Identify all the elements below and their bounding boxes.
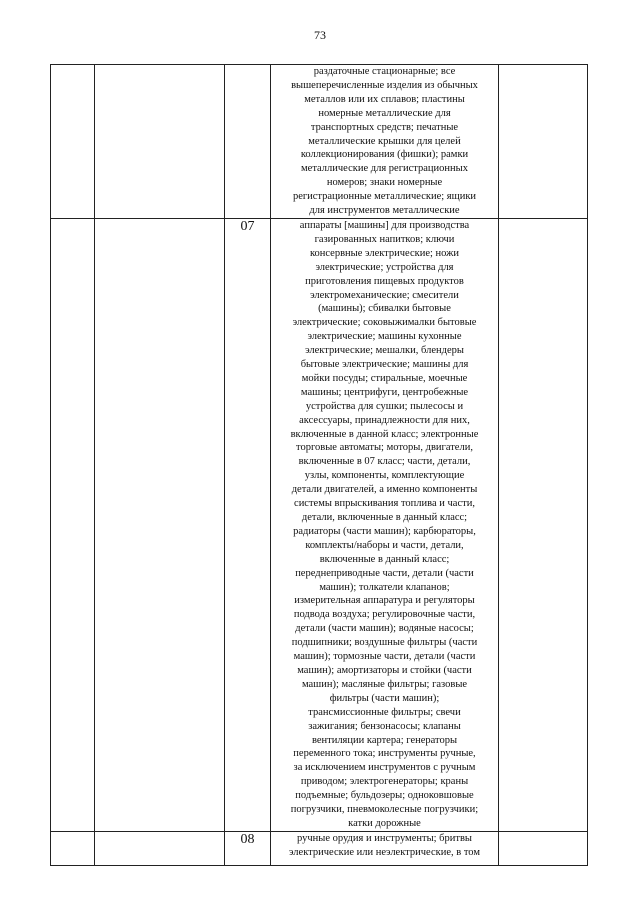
goods-description-cell: раздаточные стационарные; все вышеперечисленные изделия из обычных металлов или их сплавов; пластины номерные металлические для транспортных средств; печатные металлические крышки для целей коллекционирования (фишки); рамки металлические для регистрационных номеров; знаки номерные регистрационные металлические; ящики для инструментов металлические [271,65,499,219]
applicant-cell [95,65,225,219]
row-number-cell [51,65,95,219]
applicant-cell [95,831,225,865]
notes-cell [499,218,588,831]
row-number-cell [51,831,95,865]
class-code-cell: 08 [225,831,271,865]
class-code-cell [225,65,271,219]
row-number-cell [51,218,95,831]
notes-cell [499,65,588,219]
applicant-cell [95,218,225,831]
goods-classes-table [50,64,588,866]
table-row [51,218,588,831]
table-row [51,831,588,865]
class-code-cell: 07 [225,218,271,831]
table-row [51,65,588,219]
goods-description-cell: ручные орудия и инструменты; бритвы электрические или неэлектрические, в том [271,831,499,865]
goods-description-cell: аппараты [машины] для производства газированных напитков; ключи консервные электрические; ножи электрические; устройства для приготовления пищевых продуктов электромеханические; смесители (машины); сбивалки бытовые электрические; соковыжималки бытовые электрические; машины кухонные электрические; мешалки, блендеры бытовые электрические; машины для мойки посуды; стиральные, моечные машины; центрифуги, центробежные устройства для сушки; пылесосы и аксессуары, принадлежности для них, включенные в данной класс; электронные торговые автоматы; моторы, двигатели, включенные в 07 класс; части, детали, узлы, компоненты, комплектующие детали двигателей, а именно компоненты системы впрыскивания топлива и части, детали, включенные в данный класс; радиаторы (части машин); карбюраторы, комплекты/наборы и части, детали, включенные в данный класс; переднеприводные части, детали (части машин); толкатели клапанов; измерительная аппаратура и регуляторы подвода воздуха; регулировочные части, детали (части машин); водяные насосы; подшипники; воздушные фильтры (части машин); тормозные части, детали (части машин); амортизаторы и стойки (части машин); масляные фильтры; газовые фильтры (части машин); трансмиссионные фильтры; свечи зажигания; бензонасосы; клапаны вентиляции картера; генераторы переменного тока; инструменты ручные, за исключением инструментов с ручным приводом; электрогенераторы; краны подъемные; бульдозеры; одноковшовые погрузчики, пневмоколесные погрузчики; катки дорожные [271,218,499,831]
notes-cell [499,831,588,865]
page-number: 73 [314,28,326,42]
